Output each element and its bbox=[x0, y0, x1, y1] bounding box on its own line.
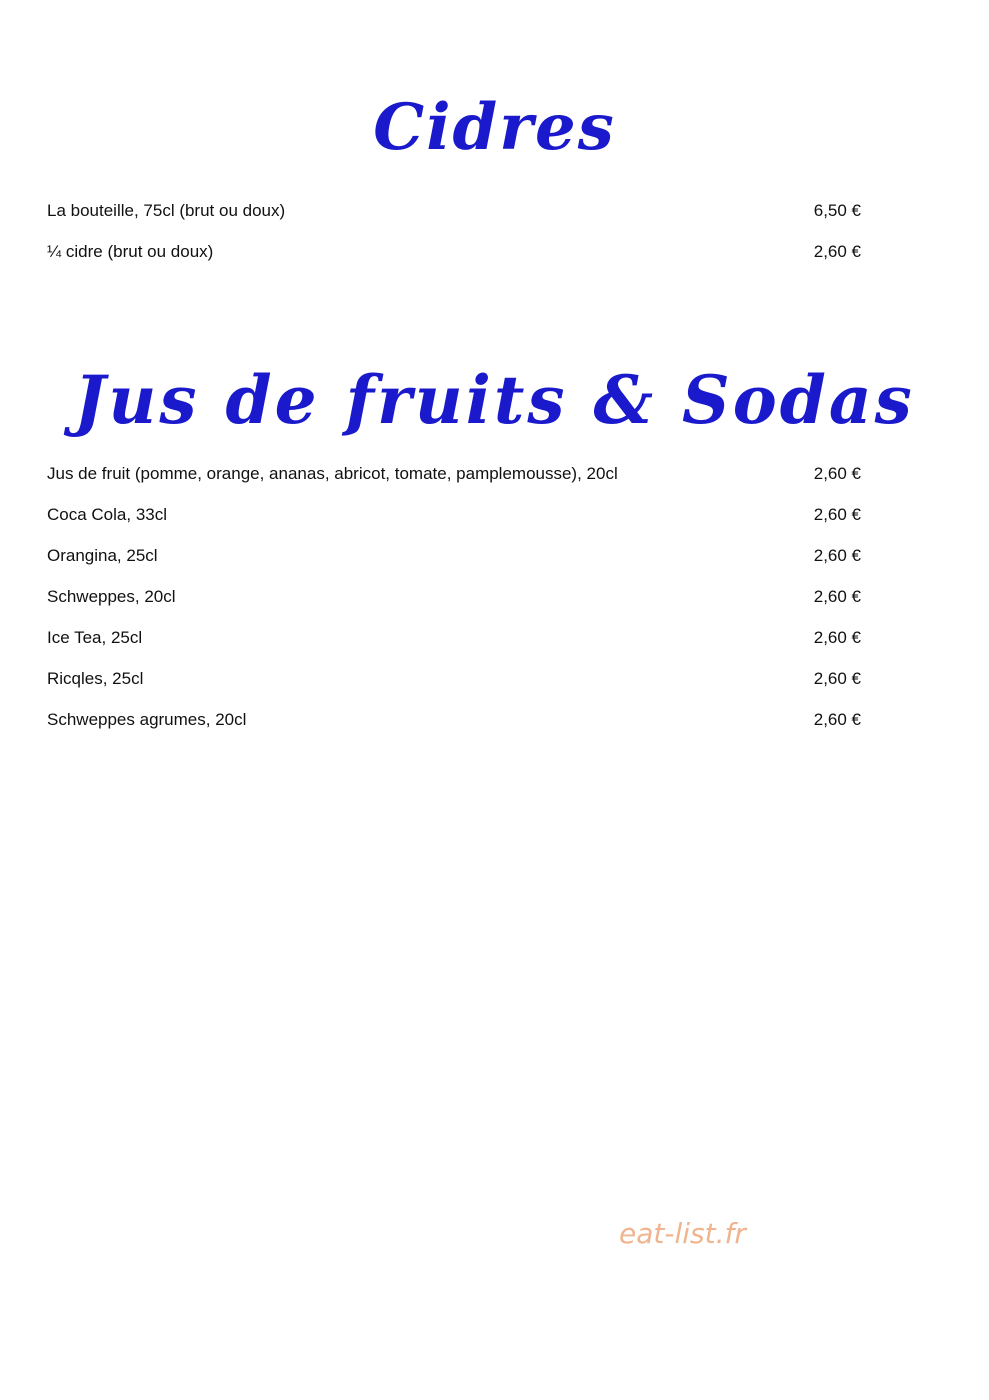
watermark: eat-list.fr bbox=[619, 1217, 746, 1250]
item-price: 2,60 € bbox=[813, 546, 861, 565]
item-name: La bouteille, 75cl (brut ou doux) bbox=[47, 201, 286, 220]
item-price: 2,60 € bbox=[813, 464, 861, 483]
item-price: 2,60 € bbox=[813, 710, 861, 729]
list-item bbox=[47, 585, 861, 626]
item-price: 2,60 € bbox=[813, 628, 861, 647]
item-price: 2,60 € bbox=[813, 242, 861, 261]
item-price: 2,60 € bbox=[813, 587, 861, 606]
item-name: Coca Cola, 33cl bbox=[47, 505, 168, 524]
list-item bbox=[47, 199, 861, 240]
item-price: 6,50 € bbox=[813, 201, 861, 220]
item-name: Schweppes, 20cl bbox=[47, 587, 176, 606]
item-price: 2,60 € bbox=[813, 669, 861, 688]
list-item bbox=[47, 544, 861, 585]
item-name: Ice Tea, 25cl bbox=[47, 628, 143, 647]
cidres-list bbox=[47, 199, 861, 281]
jus-sodas-list bbox=[47, 462, 861, 749]
item-name: Jus de fruit (pomme, orange, ananas, abricot, tomate, pamplemousse), 20cl bbox=[47, 464, 618, 483]
section-title-cidres: Cidres bbox=[373, 90, 616, 165]
item-name: ¼ cidre (brut ou doux) bbox=[47, 242, 214, 261]
list-item bbox=[47, 626, 861, 667]
list-item bbox=[47, 503, 861, 544]
item-name: Ricqles, 25cl bbox=[47, 669, 144, 688]
section-title-jus-sodas: Jus de fruits & Sodas bbox=[74, 361, 915, 439]
item-price: 2,60 € bbox=[813, 505, 861, 524]
list-item bbox=[47, 240, 861, 281]
list-item bbox=[47, 708, 861, 749]
item-name: Orangina, 25cl bbox=[47, 546, 158, 565]
list-item bbox=[47, 462, 861, 503]
item-name: Schweppes agrumes, 20cl bbox=[47, 710, 247, 729]
list-item bbox=[47, 667, 861, 708]
